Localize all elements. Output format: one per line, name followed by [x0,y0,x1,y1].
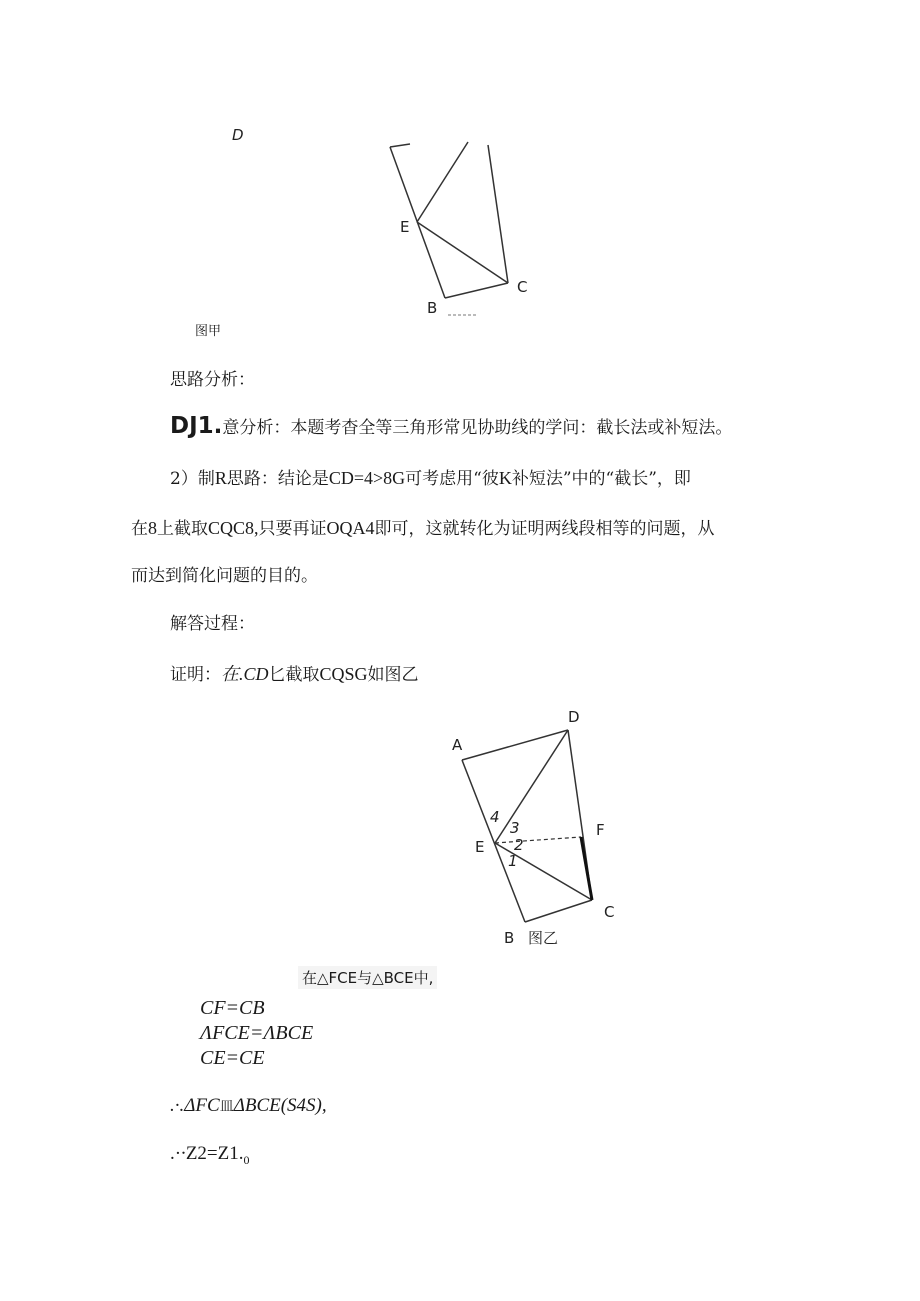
segment-cd [488,145,508,283]
label-f: F [596,821,605,839]
text-seg: 证明： [170,665,221,685]
label-e: E [475,838,485,856]
text-seg: 即可，这就转化为证明两线段相等的问题，从 [374,519,715,539]
proof-eq-3: CE=CE [200,1047,265,1069]
analysis-text: 意分析：本题考杳全等三角形常见协助线的学问：截长法或补短法。 [222,418,733,438]
text-seg: 0 [243,1152,250,1167]
analysis-heading: 思路分析： [170,370,255,390]
segment-ed [417,142,468,222]
segment-top [390,144,410,147]
proof-conclusion-2 [170,1142,250,1172]
text-seg: 只要再证 [258,519,327,539]
text-seg: 补短法”中的“截长”，即 [511,469,691,489]
proof-banner: 在△FCE与△BCE中, [298,966,437,989]
segment-fc-bold [581,837,592,900]
analysis-line-1 [170,414,732,440]
segment-ef-dashed [495,837,581,843]
text-seg: 皿 [219,1100,234,1115]
text-seg: K [498,468,512,488]
text-seg: CD=4>8G [328,468,406,488]
label-d: D [232,126,244,144]
text-seg: ΔBCE(S4S), [233,1095,327,1116]
label-c: C [604,903,615,921]
angle-3: 3 [510,819,520,837]
segment-bc [525,900,592,922]
text-seg: 在.CD [221,664,269,684]
proof-eq-1: CF=CB [200,997,265,1019]
segment-ec [417,222,508,283]
text-seg: 思路：结论是 [226,469,329,489]
text-seg: 匕截取 [268,665,320,685]
text-seg: 可考虑用“彼 [405,469,499,489]
text-seg: R [214,468,227,488]
analysis-line-2 [170,466,691,491]
analysis-line-4: 而达到简化问题的目的。 [131,566,318,586]
figure-b-caption: 图乙 [528,929,559,947]
figure-a-caption: 图甲 [195,324,222,339]
text-seg: CQSG [319,664,368,684]
label-b: B [504,929,515,947]
proof-conclusion-1 [170,1094,327,1120]
proof-eq-2: ΛFCE=ΛBCE [200,1022,314,1044]
analysis-line-3 [131,516,715,541]
angle-4: 4 [490,808,500,826]
angle-2: 2 [514,836,524,854]
figure-b [440,700,640,950]
solution-heading: 解答过程： [170,614,255,634]
label-a: A [452,736,463,754]
text-seg: CQC8, [208,518,259,538]
proof-intro [170,662,419,687]
text-seg: .·.ΔFC [170,1095,220,1116]
text-seg: 2）制 [170,469,215,489]
text-seg: 上截取 [157,519,208,539]
angle-1: 1 [508,852,518,870]
analysis-number: DJ1. [170,413,223,439]
text-seg: .·∙Z2=Z1. [170,1143,244,1164]
text-seg: OQA4 [326,518,375,538]
figure-a-diagram [220,120,540,340]
figure-b-diagram [440,700,640,950]
figure-a [220,120,540,340]
text-seg: 如图乙 [367,665,419,685]
label-e: E [400,218,410,236]
label-c: C [517,278,528,296]
text-seg: 在 [131,519,148,539]
label-b: B [427,299,438,317]
label-d: D [568,708,580,726]
segment-bc [445,283,508,298]
text-seg: 8 [148,518,157,538]
